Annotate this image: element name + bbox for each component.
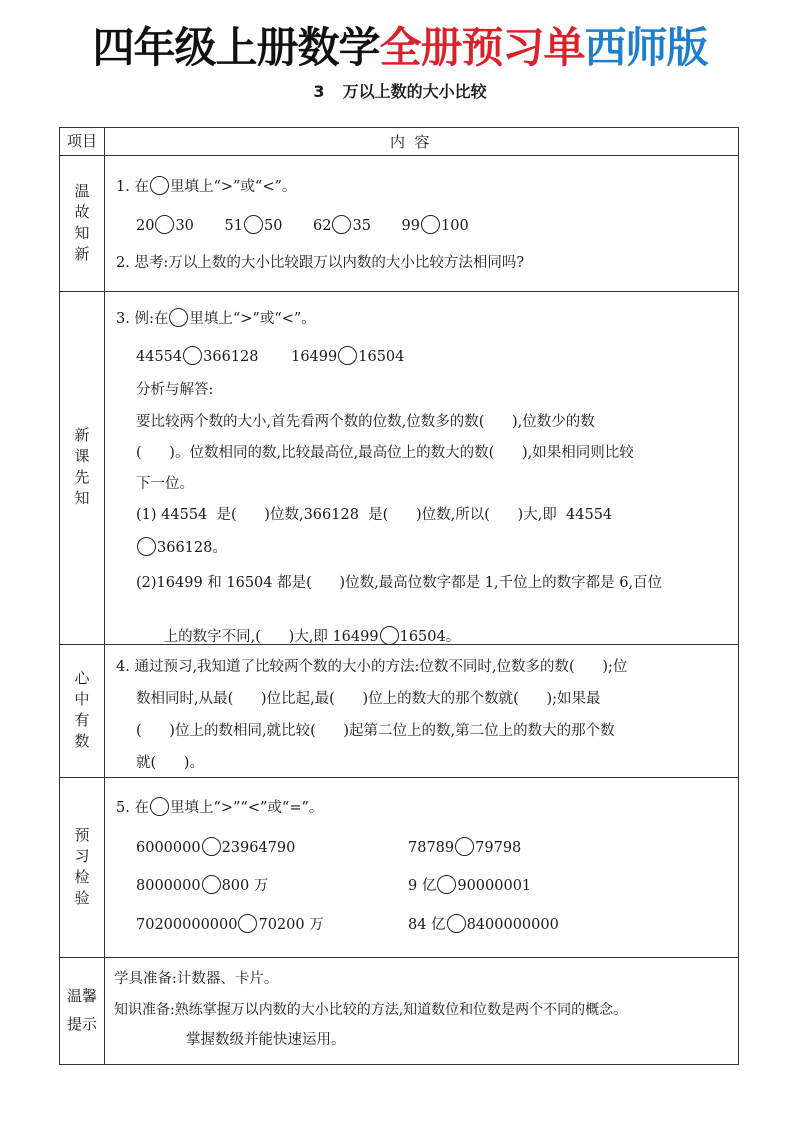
label-text: 温馨提示 [66,987,97,1033]
label-text: 心中有数 [74,669,90,750]
title-preview-sheet: 全册预习单 [379,23,585,72]
q3-suffix: 里填上“>”或“<”。 [189,311,316,327]
line-text: 16504。 [399,629,461,645]
header-content: 内 容 [390,133,430,151]
item-left: 9 亿 [408,878,437,894]
pair-left: 16499 [291,349,338,365]
question-5 [116,797,323,819]
lesson-number: 3 [313,82,325,101]
analysis-line: (2)16499 和 16504 都是( )位数,最高位数字都是 1,千位上的数字都是 6,百位 [136,575,663,591]
answer-circle[interactable] [338,346,357,365]
check-item [408,875,531,897]
pair-1 [136,218,194,234]
tips-line: 学具准备:计数器、卡片。 [114,971,279,987]
pair-right: 35 [352,218,371,234]
item-right: 79798 [475,840,522,856]
q3-prefix: 3. 例:在 [116,311,169,327]
answer-circle[interactable] [437,875,456,894]
tips-line: 知识准备:熟练掌握万以内数的大小比较的方法,知道数位和位数是两个不同的概念。 [114,1002,628,1018]
header-item: 项目 [66,132,97,150]
analysis-line: (1) 44554 是( )位数,366128 是( )位数,所以( )大,即 44554 [136,507,613,523]
divider [60,291,738,292]
example-pairs [136,346,404,368]
answer-circle[interactable] [238,914,257,933]
item-right: 70200 万 [258,917,324,933]
answer-circle[interactable] [150,797,169,816]
section-label-summary [60,668,104,752]
label-text: 预习检验 [74,826,90,907]
pair-right: 100 [441,218,469,234]
divider [60,957,738,958]
pair-right: 50 [263,218,283,234]
summary-line: 数相同时,从最( )位比起,最( )位上的数大的那个数就( );如果最 [136,691,601,707]
question-3 [116,308,316,330]
pair-right: 16504 [358,349,405,365]
answer-circle[interactable] [332,215,351,234]
item-right: 90000001 [457,878,532,894]
answer-circle[interactable] [380,626,399,645]
analysis-line: 要比较两个数的大小,首先看两个数的位数,位数多的数( ),位数少的数 [136,414,595,430]
answer-circle[interactable] [421,215,440,234]
summary-line: ( )位上的数相同,就比较( )起第二位上的数,第二位上的数大的那个数 [136,723,615,739]
divider [60,155,738,156]
item-left: 84 亿 [408,917,446,933]
section-label-new-lesson [60,425,104,509]
page-title [0,22,800,74]
pair-left: 99 [401,218,420,234]
q1-prefix: 1. 在 [116,179,149,195]
summary-line: 就( )。 [136,755,204,771]
analysis-line [136,537,227,559]
section-label-check [60,825,104,909]
q1-suffix: 里填上“>”或“<”。 [169,179,297,195]
item-left: 8000000 [136,878,201,894]
label-text: 新课先知 [74,426,90,507]
summary-line: 4. 通过预习,我知道了比较两个数的大小的方法:位数不同时,位数多的数( );位 [116,659,628,675]
compare-pairs [136,215,469,237]
analysis-line: 下一位。 [136,476,194,492]
pair-2 [225,218,283,234]
line-text: 366128。 [157,540,227,556]
pair-left: 20 [136,218,155,234]
answer-circle[interactable] [244,215,263,234]
label-text: 温故知新 [74,182,90,263]
item-right: 23964790 [221,840,296,856]
item-right: 8400000000 [466,917,559,933]
analysis-heading: 分析与解答: [136,382,214,398]
question-1 [116,176,296,198]
title-edition: 西师版 [584,23,708,72]
answer-circle[interactable] [202,837,221,856]
section-label-tips [60,982,104,1038]
answer-circle[interactable] [447,914,466,933]
pair-left: 62 [313,218,332,234]
example-1 [136,349,259,365]
q5-prefix: 5. 在 [116,800,149,816]
answer-circle[interactable] [455,837,474,856]
line-text: 上的数字不同,( )大,即 16499 [163,629,379,645]
item-left: 70200000000 [136,917,238,933]
answer-circle[interactable] [137,537,156,556]
question-2: 2. 思考:万以上数的大小比较跟万以内数的大小比较方法相同吗? [116,255,525,271]
check-item [408,914,559,936]
tips-line: 掌握数级并能快速运用。 [186,1032,346,1048]
q5-suffix: 里填上“>”“<”或“=”。 [169,800,324,816]
check-item [136,914,324,936]
item-right: 800 万 [221,878,269,894]
answer-circle[interactable] [150,176,169,195]
pair-3 [313,218,371,234]
check-item [408,837,521,859]
title-grade: 四年级上册数学 [92,23,380,72]
preview-table [59,127,739,1065]
check-item [136,837,295,859]
pair-4 [402,218,469,234]
pair-right: 366128 [203,349,259,365]
column-divider [104,128,105,1064]
pair-left: 51 [224,218,243,234]
answer-circle[interactable] [202,875,221,894]
check-item [136,875,268,897]
answer-circle[interactable] [169,308,188,327]
example-2 [291,349,404,365]
pair-left: 44554 [136,349,183,365]
section-label-review [60,181,104,265]
lesson-subtitle [0,79,800,102]
divider [60,777,738,778]
item-left: 78789 [408,840,455,856]
pair-right: 30 [175,218,194,234]
answer-circle[interactable] [183,346,202,365]
lesson-title: 万以上数的大小比较 [342,82,487,101]
answer-circle[interactable] [155,215,174,234]
analysis-line: ( )。位数相同的数,比较最高位,最高位上的数大的数( ),如果相同则比较 [136,445,634,461]
item-left: 6000000 [136,840,201,856]
